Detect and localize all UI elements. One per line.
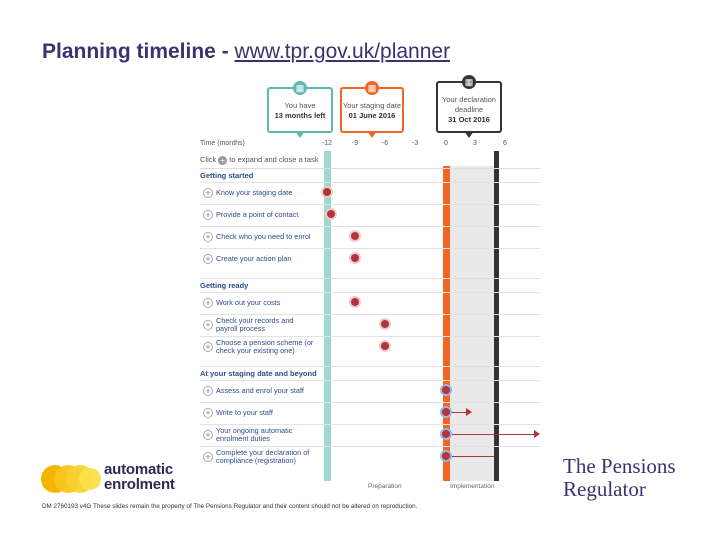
- task-marker[interactable]: [349, 230, 361, 242]
- planner-link[interactable]: www.tpr.gov.uk/planner: [234, 40, 451, 63]
- expand-icon[interactable]: +: [203, 210, 213, 220]
- expand-icon[interactable]: +: [203, 188, 213, 198]
- ae-circles-icon: [40, 464, 102, 494]
- time-axis: [200, 140, 540, 152]
- task-marker[interactable]: [321, 186, 333, 198]
- callout-staging-date: [340, 83, 404, 133]
- task-row[interactable]: [200, 402, 540, 423]
- tick-label: 3: [473, 140, 477, 147]
- tick-label: 6: [503, 140, 507, 147]
- task-label: Check who you need to enrol: [216, 232, 311, 241]
- task-marker[interactable]: [349, 296, 361, 308]
- callout-declaration-line1: Your declaration deadline: [442, 95, 496, 114]
- section-getting-started[interactable]: Getting started: [200, 168, 540, 183]
- task-duration-line: [452, 456, 494, 457]
- tpr-line2: Regulator: [563, 477, 646, 501]
- planner-timeline-image: [200, 75, 545, 495]
- arrow-right-icon: [466, 408, 472, 416]
- task-row[interactable]: [200, 226, 540, 247]
- task-label: Know your staging date: [216, 188, 293, 197]
- task-row[interactable]: [200, 182, 540, 203]
- phase-preparation: Preparation: [368, 483, 402, 490]
- expand-icon[interactable]: +: [203, 320, 213, 330]
- expand-icon[interactable]: +: [203, 430, 213, 440]
- callout-time-left-line2: 13 months left: [274, 111, 326, 120]
- task-duration-line: [452, 412, 466, 413]
- task-marker[interactable]: [440, 406, 452, 418]
- axis-label: Time (months): [200, 140, 245, 147]
- expand-icon[interactable]: +: [203, 408, 213, 418]
- task-label: Create your action plan: [216, 254, 292, 263]
- expand-icon[interactable]: +: [203, 298, 213, 308]
- task-label: Assess and enrol your staff: [216, 386, 304, 395]
- slide-title: [42, 40, 450, 64]
- tick-label: 0: [444, 140, 448, 147]
- callout-staging-line1: Your staging date: [342, 101, 402, 110]
- task-row[interactable]: [200, 204, 540, 225]
- expand-icon[interactable]: +: [203, 452, 213, 462]
- task-row[interactable]: [200, 380, 540, 401]
- tick-label: -3: [411, 140, 419, 147]
- task-label: Work out your costs: [216, 298, 281, 307]
- title-text: Planning timeline -: [42, 40, 235, 63]
- task-label: Provide a point of contact: [216, 210, 299, 219]
- callout-time-left-line1: You have: [284, 101, 316, 110]
- tick-label: -9: [351, 140, 359, 147]
- task-marker[interactable]: [440, 384, 452, 396]
- ae-line2: enrolment: [104, 476, 175, 493]
- task-row[interactable]: [200, 292, 540, 313]
- task-marker[interactable]: [349, 252, 361, 264]
- expand-icon[interactable]: +: [203, 342, 213, 352]
- tick-label: -6: [381, 140, 389, 147]
- ae-line1: automatic: [104, 461, 174, 478]
- task-marker[interactable]: [379, 340, 391, 352]
- task-row[interactable]: [200, 336, 540, 357]
- task-row[interactable]: [200, 314, 540, 335]
- calendar-icon: ▦: [365, 81, 379, 95]
- callout-time-left: [267, 83, 333, 133]
- calendar-icon: ▦: [462, 75, 476, 89]
- task-label: Your ongoing automatic enrolment duties: [216, 426, 293, 443]
- automatic-enrolment-logo: [40, 462, 190, 496]
- ae-wordmark: [104, 462, 175, 492]
- task-marker[interactable]: [325, 208, 337, 220]
- task-marker[interactable]: [379, 318, 391, 330]
- callout-declaration-line2: 31 Oct 2016: [448, 115, 490, 124]
- task-label: Check your records and payroll process: [216, 316, 294, 333]
- tick-label: -12: [321, 140, 333, 147]
- hint-click: Click: [200, 155, 217, 164]
- callout-declaration-deadline: [436, 77, 502, 133]
- callout-staging-line2: 01 June 2016: [348, 111, 396, 120]
- expand-icon[interactable]: +: [203, 386, 213, 396]
- expand-icon[interactable]: +: [203, 254, 213, 264]
- expand-icon[interactable]: +: [203, 232, 213, 242]
- hint-text: to expand and close a task: [229, 155, 319, 164]
- pensions-regulator-logo: [563, 455, 676, 501]
- task-label: Write to your staff: [216, 408, 273, 417]
- tpr-line1: The Pensions: [563, 454, 676, 478]
- task-marker[interactable]: [440, 450, 452, 462]
- phase-implementation: Implementation: [450, 483, 495, 490]
- task-marker[interactable]: [440, 428, 452, 440]
- task-duration-line: [452, 434, 534, 435]
- timeline-grid: [200, 168, 540, 481]
- footer-disclaimer: DM 2760193 v4G These slides remain the property of The Pensions Regulator and their content should not be altered on reproduction.: [42, 503, 418, 510]
- section-getting-ready[interactable]: Getting ready: [200, 278, 540, 293]
- plus-icon: +: [218, 156, 227, 165]
- calendar-icon: ▦: [293, 81, 307, 95]
- task-label: Complete your declaration of compliance (registration): [216, 448, 310, 465]
- task-label: Choose a pension scheme (or check your existing one): [216, 338, 314, 355]
- task-row[interactable]: [200, 248, 540, 269]
- arrow-right-icon: [534, 430, 540, 438]
- expand-hint: [200, 155, 318, 165]
- section-staging-and-beyond[interactable]: At your staging date and beyond: [200, 366, 540, 381]
